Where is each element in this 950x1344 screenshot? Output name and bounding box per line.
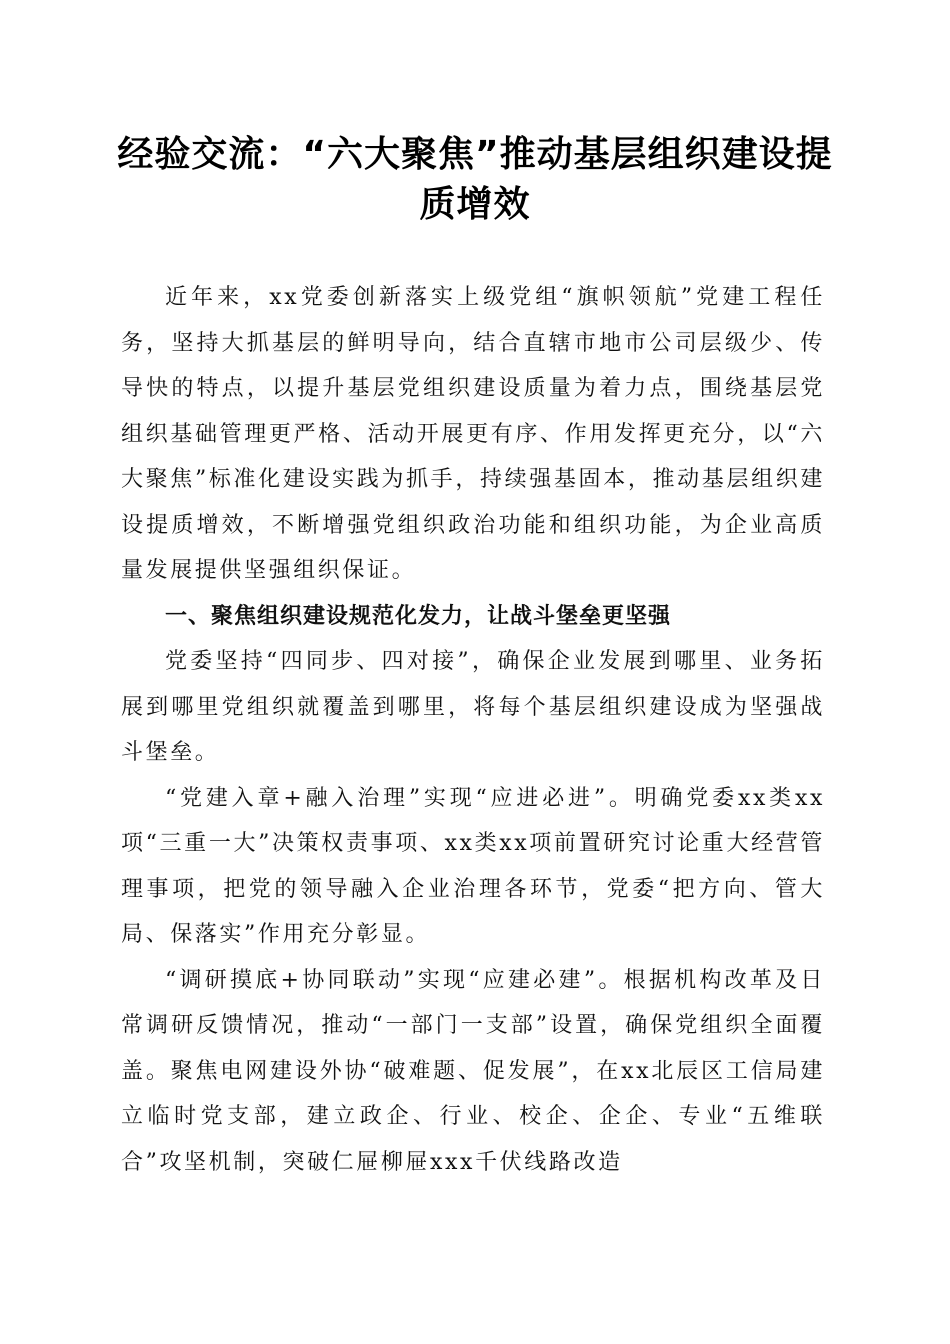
section-1-paragraph-3: “调研摸底+协同联动”实现“应建必建”。根据机构改革及日常调研反馈情况，推动“一部门一支部”设置，确保党组织全面覆盖。聚焦电网建设外协“破难题、促发展”，在xx北辰区工信局建立临时党支部，建立政企、行业、校企、企企、专业“五维联合”攻坚机制，突破仁屉柳屉xxx千伏线路改造 [121,967,825,1175]
section-heading-1: 一、聚焦组织建设规范化发力，让战斗堡垒更坚强 [165,603,672,629]
intro-paragraph: 近年来，xx党委创新落实上级党组“旗帜领航”党建工程任务，坚持大抓基层的鲜明导向，结合直辖市地市公司层级少、传导快的特点，以提升基层党组织建设质量为着力点，围绕基层党组织基础管理更严格、活动开展更有序、作用发挥更充分，以“六大聚焦”标准化建设实践为抓手，持续强基固本，推动基层组织建设提质增效，不断增强党组织政治功能和组织功能，为企业高质量发展提供坚强组织保证。 [121,285,825,583]
title-line-2: 质增效 [419,184,531,225]
document-body [121,275,825,1185]
title-line-1: 经验交流：“六大聚焦”推动基层组织建设提 [117,134,833,175]
section-1-paragraph-2: “党建入章+融入治理”实现“应进必进”。明确党委xx类xx项“三重一大”决策权责事项、xx类xx项前置研究讨论重大经营管理事项，把党的领导融入企业治理各环节，党委“把方向、管大局、保落实”作用充分彰显。 [121,785,825,947]
section-1-paragraph-1: 党委坚持“四同步、四对接”，确保企业发展到哪里、业务拓展到哪里党组织就覆盖到哪里，将每个基层组织建设成为坚强战斗堡垒。 [121,649,825,765]
document-title [110,130,840,230]
